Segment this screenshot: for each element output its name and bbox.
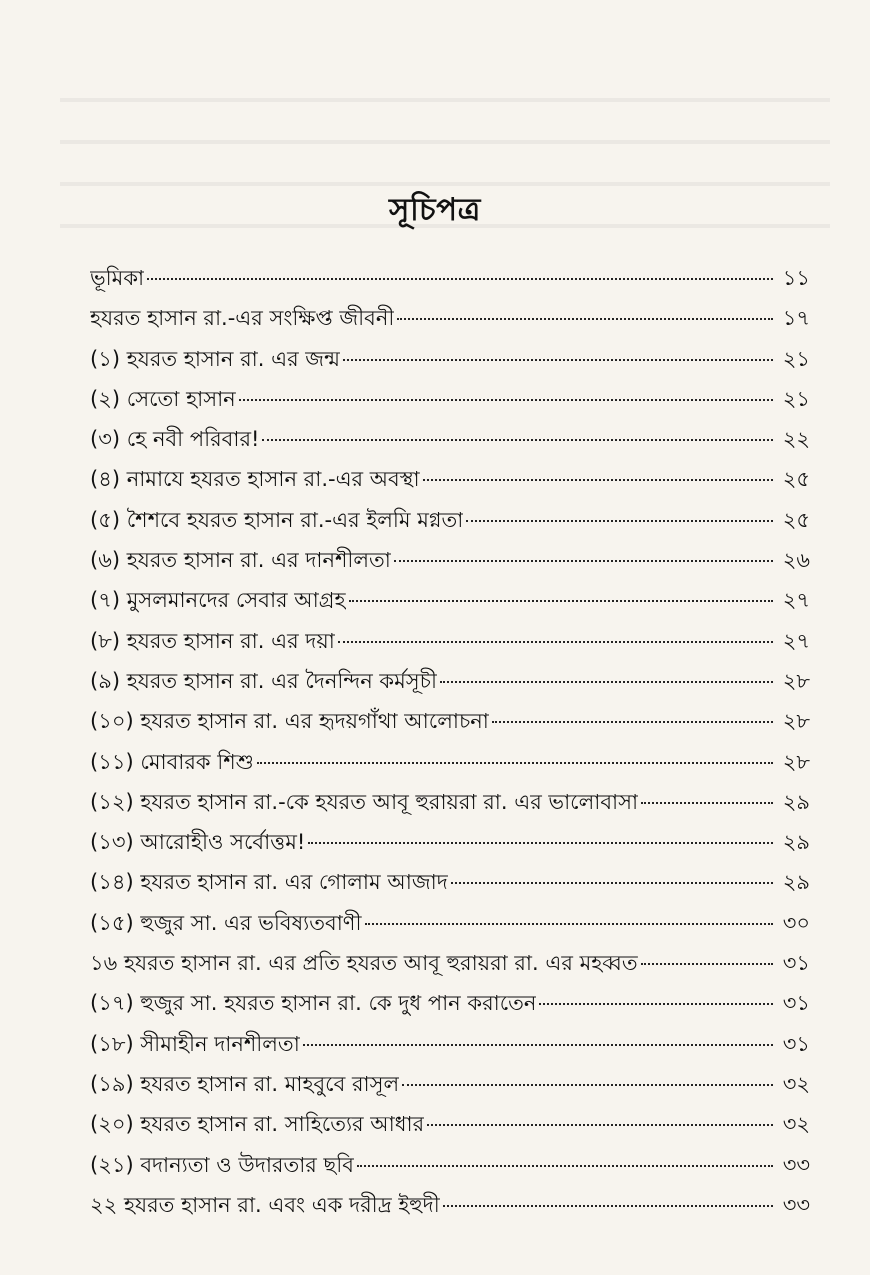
dot-leader	[440, 681, 773, 683]
toc-entry	[90, 258, 810, 298]
toc-entry-title: (১৯) হযরত হাসান রা. মাহবুবে রাসূল	[90, 1071, 400, 1096]
toc-entry-title: (৩) হে নবী পরিবার!	[90, 427, 260, 452]
toc-entry-title: (১) হযরত হাসান রা. এর জন্ম	[90, 346, 340, 371]
toc-entry-page-number: ২১	[782, 346, 810, 371]
toc-entry-page-number: ১৭	[782, 306, 810, 331]
toc-entry	[90, 580, 810, 620]
toc-entry-title: (১০) হযরত হাসান রা. এর হৃদয়গাঁথা আলোচনা	[90, 709, 489, 734]
toc-entry-page-number: ২৯	[782, 789, 810, 814]
toc-entry	[90, 701, 810, 741]
toc-entry-page-number: ৩০	[782, 910, 810, 935]
toc-entry-page-number: ২৭	[782, 628, 810, 653]
toc-entry-page-number: ৩৩	[782, 1152, 810, 1177]
toc-entry	[90, 983, 810, 1023]
toc-entry-page-number: ২৮	[782, 668, 810, 693]
dot-leader	[357, 1165, 773, 1167]
toc-entry-title: (১৪) হযরত হাসান রা. এর গোলাম আজাদ	[90, 870, 448, 895]
toc-entry-page-number: ২৫	[782, 507, 810, 532]
toc-entry-page-number: ২৬	[782, 548, 810, 573]
toc-entry-page-number: ১১	[782, 266, 810, 290]
toc-entry-title: ভূমিকা	[90, 266, 145, 290]
toc-entry-page-number: ২৮	[782, 749, 810, 774]
toc-entry-title: (৮) হযরত হাসান রা. এর দয়া	[90, 628, 335, 653]
toc-entry-page-number: ৩১	[782, 1031, 810, 1056]
toc-entry-title: (১৫) হুজুর সা. এর ভবিষ্যতবাণী	[90, 910, 362, 935]
toc-entry-page-number: ২৯	[782, 830, 810, 855]
toc-entry	[90, 903, 810, 943]
dot-leader	[423, 479, 773, 481]
toc-entry-title: (৫) শৈশবে হযরত হাসান রা.-এর ইলমি মগ্নতা	[90, 507, 464, 532]
toc-entry	[90, 742, 810, 782]
dot-leader	[451, 882, 773, 884]
toc-entry-page-number: ৩২	[782, 1071, 810, 1096]
toc-entry-page-number: ২৫	[782, 467, 810, 492]
dot-leader	[349, 600, 773, 602]
dot-leader	[492, 721, 773, 723]
toc-entry-page-number: ৩৩	[782, 1192, 810, 1217]
toc-entry-title: (১৮) সীমাহীন দানশীলতা	[90, 1031, 300, 1056]
dot-leader	[641, 963, 773, 965]
toc-entry	[90, 621, 810, 661]
toc-entry	[90, 419, 810, 459]
toc-entry	[90, 339, 810, 379]
dot-leader	[641, 802, 773, 804]
dot-leader	[343, 359, 773, 361]
dot-leader	[303, 1044, 773, 1046]
toc-entry	[90, 1064, 810, 1104]
toc-entry	[90, 379, 810, 419]
toc-entry-page-number: ৩২	[782, 1112, 810, 1137]
toc-entry	[90, 822, 810, 862]
dot-leader	[338, 641, 773, 643]
dot-leader	[466, 520, 773, 522]
dot-leader	[147, 278, 773, 280]
dot-leader	[427, 1124, 773, 1126]
toc-entry	[90, 1185, 810, 1225]
page-title: সূচিপত্র	[389, 191, 481, 228]
toc-entry-page-number: ৩১	[782, 991, 810, 1016]
toc-entry	[90, 540, 810, 580]
toc-entry	[90, 661, 810, 701]
toc-entry	[90, 500, 810, 540]
toc-entry-title: (২০) হযরত হাসান রা. সাহিত্যের আধার	[90, 1112, 425, 1137]
toc-entry-title: (১১) মোবারক শিশু	[90, 749, 254, 774]
toc-entry-title: (১৩) আরোহীও সর্বোত্তম!	[90, 830, 306, 855]
toc-entry-title: (৭) মুসলমানদের সেবার আগ্রহ	[90, 588, 346, 613]
dot-leader	[402, 1084, 773, 1086]
dot-leader	[239, 399, 773, 401]
toc-entry-title: (৬) হযরত হাসান রা. এর দানশীলতা	[90, 548, 391, 573]
dot-leader	[443, 1205, 773, 1207]
dot-leader	[365, 923, 773, 925]
dot-leader	[262, 439, 773, 441]
toc-entry-title: (১৭) হুজুর সা. হযরত হাসান রা. কে দুধ পান করাতেন	[90, 991, 537, 1016]
toc-entry	[90, 459, 810, 499]
toc-entry-title: (১২) হযরত হাসান রা.-কে হযরত আবূ হুরায়রা রা. এর ভালোবাসা	[90, 789, 639, 814]
toc-entry-page-number: ২৭	[782, 588, 810, 613]
toc-entry-title: (২১) বদান্যতা ও উদারতার ছবি	[90, 1152, 354, 1177]
toc-entry	[90, 782, 810, 822]
table-of-contents	[90, 258, 810, 1225]
toc-entry-title: ১৬ হযরত হাসান রা. এর প্রতি হযরত আবূ হুরায়রা রা. এর মহব্বত	[90, 951, 638, 976]
toc-entry-page-number: ৩১	[782, 951, 810, 976]
toc-entry-title: (৯) হযরত হাসান রা. এর দৈনন্দিন কর্মসূচী	[90, 668, 437, 693]
toc-entry-title: (৪) নামাযে হযরত হাসান রা.-এর অবস্থা	[90, 467, 420, 492]
dot-leader	[397, 318, 773, 320]
toc-entry	[90, 943, 810, 983]
dot-leader	[394, 560, 773, 562]
dot-leader	[308, 842, 773, 844]
toc-entry-page-number: ২৮	[782, 709, 810, 734]
toc-entry-title: ২২ হযরত হাসান রা. এবং এক দরীদ্র ইহুদী	[90, 1192, 440, 1217]
toc-entry	[90, 1104, 810, 1144]
dot-leader	[539, 1003, 773, 1005]
dot-leader	[257, 762, 773, 764]
toc-entry-title: হযরত হাসান রা.-এর সংক্ষিপ্ত জীবনী	[90, 306, 395, 331]
toc-entry	[90, 1145, 810, 1185]
toc-entry	[90, 298, 810, 338]
toc-entry	[90, 862, 810, 902]
toc-entry	[90, 1024, 810, 1064]
toc-entry-page-number: ২১	[782, 386, 810, 411]
toc-entry-page-number: ২৯	[782, 870, 810, 895]
toc-entry-page-number: ২২	[782, 427, 810, 452]
toc-entry-title: (২) সেতো হাসান	[90, 386, 236, 411]
